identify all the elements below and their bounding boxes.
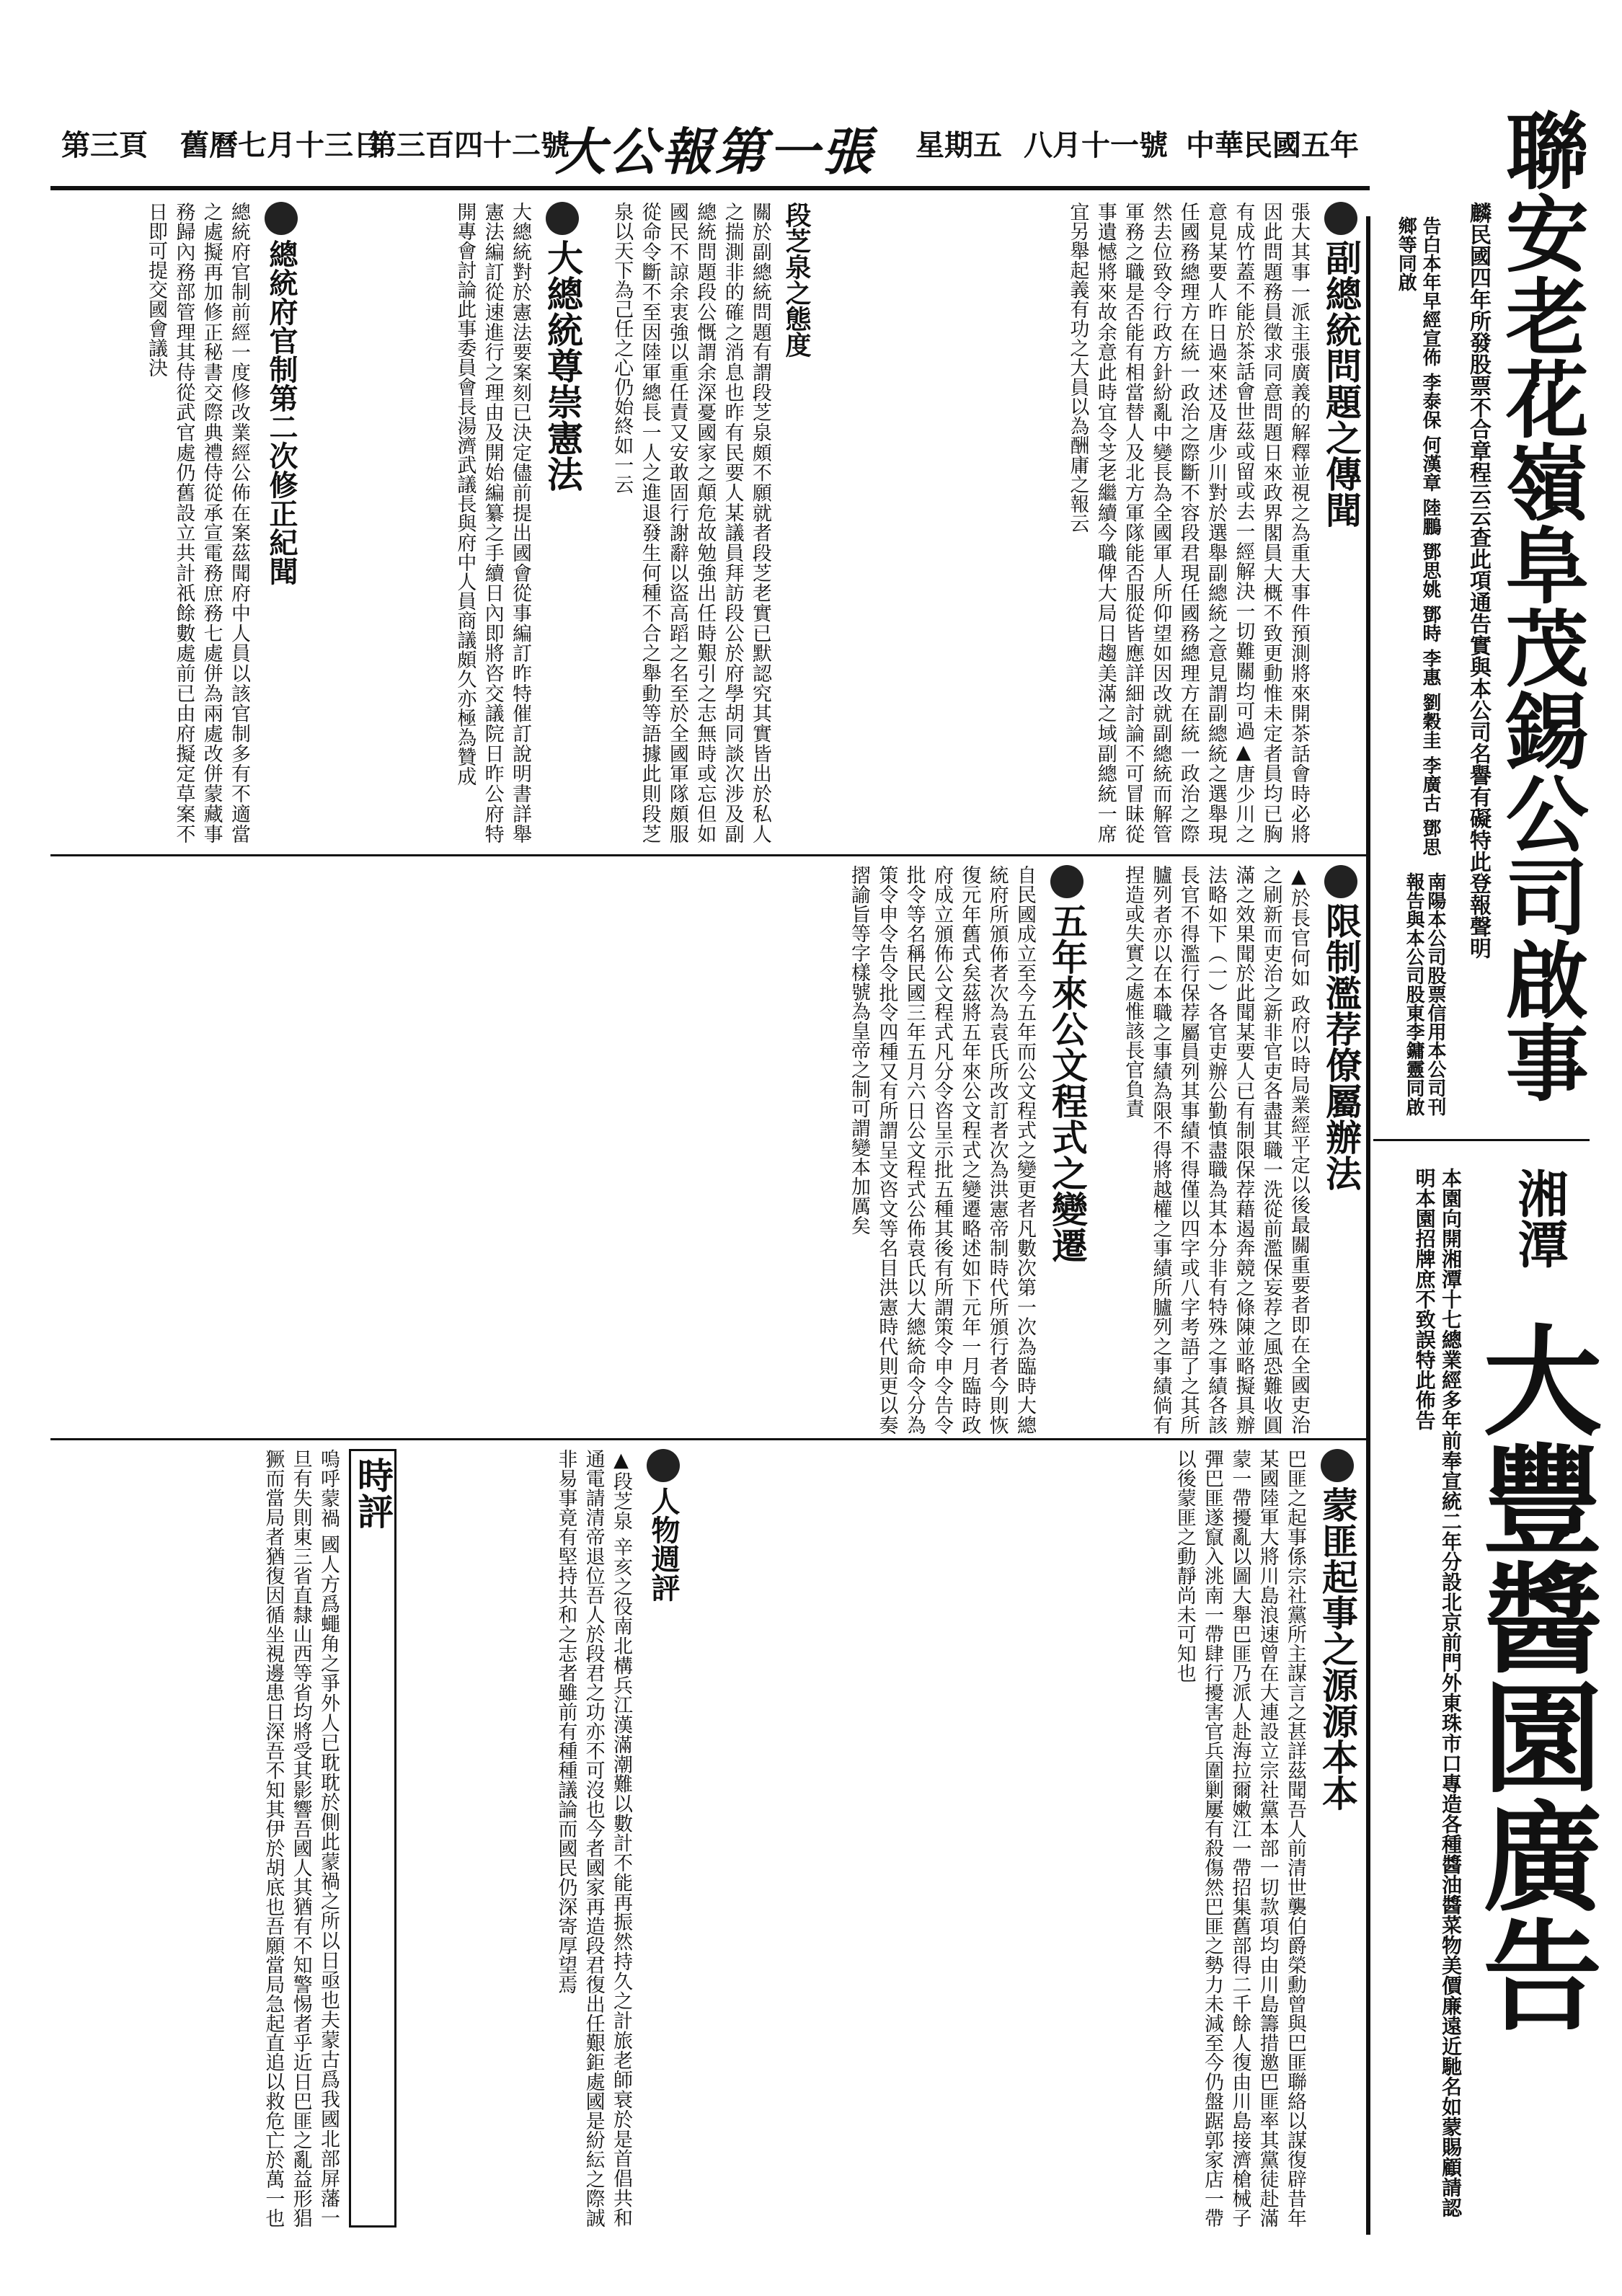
page-number: 第三頁 — [61, 128, 148, 162]
company-notice-title: 聯安老花嶺阜茂錫公司啟事 — [1491, 108, 1589, 1103]
article-constitution — [310, 202, 584, 843]
article-mongol-bandits — [692, 1449, 1359, 2228]
article-body: 張大其事一派主張廣義的解釋並視之為重大事件預測將來開茶話會時必將因此問題務員徵求同意問題日來政界閣員大概不致更動惟未定者員均已胸有成竹蓋不能於茶話會世茲或留或去一經解決一切難關均可過▲唐少川之意見某要人昨日過來述及唐少川對於選舉副總統之意見謂副總統之選舉現任國務總理方在統一政治之際斷不容段君現任國務總理方在統一政治之際然去位致令行政方針紛亂中變長為全國軍人所仰望如因改就副總統而解管軍務之職是否能有相當替人及北方軍隊能否服從皆應詳細討論不可冒昧從事遺憾將來故余意此時宜令芝老繼續今職俾大局日趨美滿之域副總統一席宜另舉起義有功之大員以為酬庸之報云 — [1066, 202, 1310, 843]
lunar-date: 舊曆七月十三日 — [180, 128, 382, 162]
article-commentary — [58, 1449, 396, 2228]
soy-shop-ad-title: 大豐醬園廣告 — [1463, 1319, 1604, 2033]
band-divider-2 — [50, 1438, 1370, 1440]
article-title: 五年來公文程式之變遷 — [1046, 903, 1089, 1263]
issue-number: 第三百四十二號 — [368, 128, 570, 162]
bullet-icon — [1050, 865, 1083, 898]
article-body: 關於副總統問題有謂段芝泉頗不願就者段芝老實已默認究其實皆出於私人之揣測非的確之消息也昨有民要人某議員拜訪段公於府學胡同談次涉及副總統問題段公慨謂余深憂國家之顛危故勉強出任時艱引之志無時或忘但如國民不諒余衷強以重任責又安敢固行謝辭以盜高蹈之名至於全國軍隊頗服從命令斷不至因陸軍總長一人之進退發生何種不合之舉動等語據此則段芝泉以天下為己任之心仍始終如一云 — [611, 202, 771, 843]
article-title: 總統府官制第二次修正紀聞 — [265, 239, 298, 585]
header-rule — [50, 186, 1370, 190]
masthead: 大公報第一張 — [555, 122, 875, 182]
article-title: 段芝泉之態度 — [781, 202, 812, 358]
band-divider-1 — [50, 854, 1370, 856]
soy-shop-ad-body: 本園向開湘潭十七總業經多年前奉宣統二年分設北京前門外東珠市口專造各種醬油醬菜物美價廉遠近馳名如蒙賜顧請認明本園招牌庶不致誤特此佈告 — [1412, 1168, 1463, 2217]
article-vice-president — [822, 202, 1362, 843]
bullet-icon — [1321, 1449, 1354, 1482]
bullet-icon — [546, 202, 579, 235]
bullet-icon — [647, 1449, 680, 1482]
year: 中華民國五年 — [1186, 128, 1359, 162]
bullet-icon — [1324, 202, 1357, 235]
company-notice-signers: 告白本年早經宣佈 李泰保 何漢章 陸鵬 鄧思姚 鄧時 李惠 劉穀圭 李廣古 鄧思鄉等同啟 — [1395, 216, 1441, 856]
bullet-icon — [265, 202, 298, 235]
article-weekly-review — [404, 1449, 685, 2228]
article-title: 人物週評 — [647, 1486, 681, 1602]
article-title: 限制濫荐僚屬辦法 — [1320, 903, 1362, 1191]
article-recommendation-limits — [1096, 865, 1362, 1435]
company-notice-sub: 南陽本公司股票信用本公司刊報告與本公司股東李鏞靈同啟 — [1403, 872, 1446, 1116]
article-document-forms — [58, 865, 1089, 1435]
article-body: 總統府官制前經一度修改業經公佈在案茲聞府中人員以該官制多有不適當之處擬再加修正秘書交際典禮侍從承宣電務庶務七處併為兩處改併蒙藏事務歸內務部管理其侍從武官處仍舊設立共計祇餘數處前已由府擬定草案不日即可提交國會議決 — [145, 202, 250, 843]
article-body: 大總統對於憲法要案刻已決定儘前提出國會從事編訂昨特催訂說明書詳舉憲法編訂從速進行之理由及開始編纂之手續日內即將咨交議院日昨公府特開專會討論此事委員會長湯濟武議長與府中人員商議頗久亦極為贊成 — [453, 202, 531, 843]
weekday: 星期五 — [916, 128, 1002, 162]
article-body: 巴匪之起事係宗社黨所主謀言之甚詳茲聞吾人前清世襲伯爵榮勳曾與巴匪聯絡以謀復辟昔年某國陸軍大將川島浪速曾在大連設立宗社黨本部一切款項均由川島籌措邀巴匪率其黨徒赴滿蒙一帶擾亂以圖大舉巴匪乃派人赴海拉爾嫩江一帶招集舊部得二千餘人復由川島接濟槍械子彈巴匪遂竄入洮南一帶肆行擾害官兵圍剿屢有殺傷然巴匪之勢力未減至今仍盤踞郭家店一帶以後蒙匪之動靜尚未可知也 — [1173, 1449, 1306, 2228]
article-body: ▲段芝泉 辛亥之役南北構兵江漢滿潮難以數計不能再振然持久之計旅老師衰於是首倡共和通電請清帝退位吾人於段君之功亦不可沒也今者國家再造段君復出任艱鉅處國是紛紜之際誠非易事竟有堅持共和之志者雖前有種種議論而國民仍深寄厚望焉 — [554, 1449, 632, 2228]
right-column-divider — [1366, 216, 1370, 2235]
article-duan-attitude — [591, 202, 815, 843]
article-title: 大總統尊崇憲法 — [541, 239, 584, 492]
bullet-icon — [1324, 865, 1357, 898]
ad-place: 湘潭 — [1510, 1168, 1569, 1269]
right-ad-divider — [1373, 1139, 1590, 1141]
article-body: 自民國成立至今五年而公文程式之變更者凡數次第一次為臨時大總統府所頒佈者次為袁氏所改訂者次為洪憲帝制時代所頒行者今則恢復元年舊式矣茲將五年來公文程式之變遷略述如下元年一月臨時政府成立頒佈公文程式凡分令咨呈示批五種其後有所謂策令申令告令批令等名稱民國三年五月六日公文程式公佈袁氏以大總統命令分為策令申令告令批令四種又有所謂呈文咨文等名目洪憲時代則更以奏摺諭旨等字樣號為皇帝之制可謂變本加厲矣 — [848, 865, 1036, 1435]
company-notice-body: 麟民國四年所發股票不合章程云云查此項通告實與本公司名譽有礙特此登報聲明 — [1466, 202, 1491, 959]
article-title: 蒙匪起事之源源本本 — [1316, 1486, 1359, 1811]
article-body: ▲於長官何如 政府以時局業經平定以後最關重要者即在全國吏治之刷新而吏治之新非官吏各盡其職一洗從前濫保妄荐之風恐難收圓滿之效果聞於此聞某要人已有制限保荐藉遏奔競之條陳並略擬具辦法略如下（一）各官吏辦公勤慎盡職為其本分非有特殊之事績各該長官不得濫行保荐屬員列其事績不得僅以四字或八字考語了之其所臚列者亦以在本職之事績為限不得將越權之事績所臚列之事績倘有捏造或失實之處惟該長官負責 — [1122, 865, 1310, 1435]
article-title: 時評 — [349, 1449, 396, 2228]
issue-date: 八月十一號 — [1024, 128, 1168, 162]
article-body: 嗚呼蒙禍 國人方爲蠅角之爭外人已耽耽於側此蒙禍之所以日亟也夫蒙古爲我國北部屏藩一旦有失則東三省直隸山西等省均將受其影響吾國人其猶有不知警惕者乎近日巴匪之亂益形猖獗而當局者猶復因循坐視邊患日深吾不知其伊於胡底也吾願當局急起直追以救危亡於萬一也 — [262, 1449, 340, 2228]
article-presidential-office — [58, 202, 303, 843]
article-title: 副總統問題之傳聞 — [1320, 239, 1362, 528]
